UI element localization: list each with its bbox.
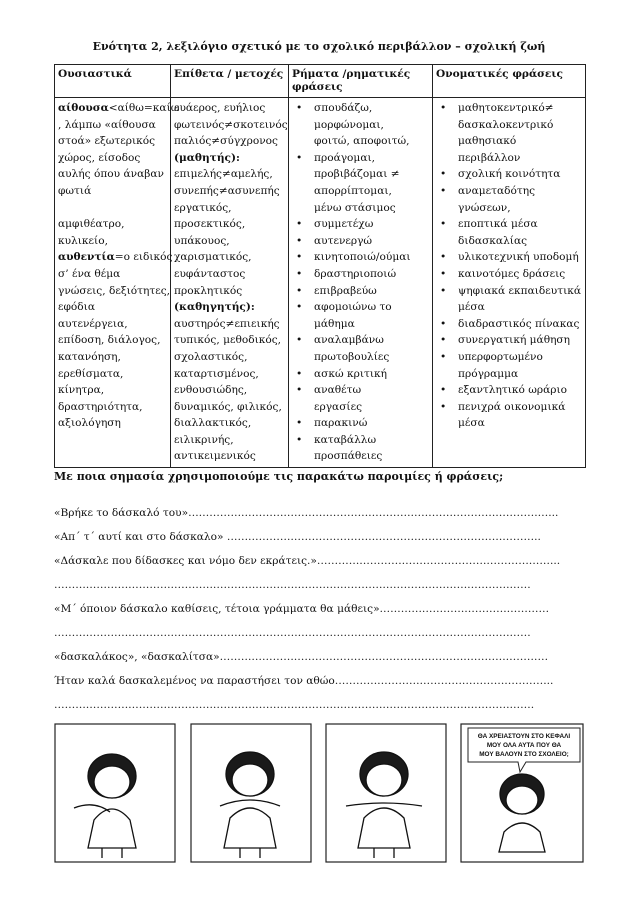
adjective-line — [174, 349, 285, 366]
noun-phrase-text: υλικοτεχνική υποδομή — [458, 251, 579, 264]
noun-line-text: κυλικείο, — [58, 234, 108, 247]
noun-line-text: αμφιθέατρο, — [58, 218, 125, 231]
bullet-icon: • — [440, 334, 447, 347]
noun-line-text: <αίθω=καίω — [108, 102, 180, 114]
noun-line — [58, 299, 167, 316]
bullet-icon: • — [296, 334, 303, 347]
noun-line — [58, 100, 180, 117]
noun-line-text: δραστηριότητα, — [58, 400, 143, 413]
adjective-line — [174, 183, 285, 200]
mafalda-figure-1 — [74, 754, 136, 858]
noun-phrase-item — [436, 283, 582, 316]
adjective-line — [174, 432, 285, 449]
adjective-line-text: αντικειμενικός — [174, 450, 256, 463]
adjective-line — [174, 415, 285, 432]
bullet-icon: • — [440, 218, 447, 231]
nouns-cell — [55, 98, 180, 468]
noun-line — [58, 216, 167, 233]
adjective-line-text: αυστηρός≠επιεικής — [174, 317, 280, 330]
adjective-line — [174, 166, 285, 183]
table-header-row — [55, 65, 586, 98]
noun-phrase-text: μαθησιακό — [458, 135, 517, 148]
saying-line: Ήταν καλά δασκαλεμένος να παραστήσει τον αθώο…………………………………………………….. — [54, 675, 554, 687]
header-verbs: Ρήματα /ρηματικές φράσεις — [289, 65, 433, 98]
noun-line — [58, 183, 167, 200]
noun-phrase-text: γνώσεων, — [458, 201, 511, 214]
adjective-line — [174, 299, 285, 316]
bullet-icon: • — [440, 102, 447, 114]
bullet-icon: • — [296, 384, 303, 397]
saying-line: «δασκαλάκος», «δασκαλίτσα»………………………………………………………………………………… — [54, 651, 549, 663]
mafalda-figure-3 — [346, 752, 422, 858]
noun-phrase-item — [436, 349, 582, 382]
verbs-cell — [289, 98, 433, 468]
noun-phrases-cell — [433, 98, 586, 468]
bullet-icon: • — [440, 384, 447, 397]
noun-line-text: αυτενέργεια, — [58, 317, 128, 330]
saying-line: «Μ΄ όποιον δάσκαλο καθίσεις, τέτοια γράμματα θα μάθεις»………………………………………… — [54, 603, 550, 615]
header-adjectives: Επίθετα / μετοχές — [171, 65, 289, 98]
noun-phrase-text: μαθητοκεντρικό≠ — [458, 102, 554, 114]
noun-phrase-item — [436, 266, 582, 283]
adjective-line-text: καταρτισμένος, — [174, 367, 259, 380]
bullet-icon: • — [440, 400, 447, 413]
verb-item — [292, 233, 429, 250]
adjective-line — [174, 200, 285, 217]
verb-text: κινητοποιώ/ούμαι — [314, 251, 411, 264]
speech-line-2: ΜΟΥ ΟΛΑ ΑΥΤΑ ΠΟΥ ΘΑ — [486, 742, 562, 749]
noun-phrase-text: αναμεταδότης — [458, 184, 536, 197]
bullet-icon: • — [440, 350, 447, 363]
noun-phrase-item — [436, 249, 582, 266]
noun-line-text: , λάμπω «αίθουσα — [58, 118, 156, 131]
bullet-icon: • — [440, 267, 447, 280]
verb-text: προβιβάζομαι ≠ — [314, 168, 400, 181]
noun-phrase-item — [436, 216, 582, 249]
bullet-icon: • — [296, 251, 303, 264]
noun-phrase-item — [436, 100, 582, 166]
answer-line: ………………………………………………………………………………………………………………………. — [54, 699, 535, 711]
bullet-icon: • — [296, 151, 303, 164]
noun-line — [58, 233, 167, 250]
noun-line — [58, 349, 167, 366]
noun-line — [58, 415, 167, 432]
noun-phrase-text: διαδραστικός πίνακας — [458, 317, 580, 330]
speech-line-3: ΜΟΥ ΒΑΛΟΥΝ ΣΤΟ ΣΧΟΛΕΙΟ; — [479, 751, 569, 758]
verb-item — [292, 432, 429, 465]
bullet-icon: • — [296, 417, 303, 430]
adjective-line — [174, 448, 285, 465]
noun-line-text: αυλής όπου άναβαν — [58, 168, 164, 181]
noun-phrase-item — [436, 183, 582, 216]
bullet-icon: • — [440, 317, 447, 330]
adjective-line-text: υπάκουος, — [174, 234, 230, 247]
adjective-line — [174, 332, 285, 349]
noun-phrase-text: μέσα — [458, 417, 485, 430]
verb-text: καταβάλλω — [314, 433, 377, 446]
noun-phrase-text: μέσα — [458, 301, 485, 314]
adjective-line — [174, 366, 285, 383]
adjective-line — [174, 399, 285, 416]
adjective-line-text: δυναμικός, φιλικός, — [174, 400, 282, 413]
noun-line-text: γνώσεις, δεξιότητες, — [58, 284, 171, 297]
noun-line-text: κατανόηση, — [58, 350, 121, 363]
mafalda-figure-4 — [499, 774, 545, 852]
verb-text: εργασίες — [314, 400, 363, 413]
bullet-icon: • — [296, 102, 303, 114]
adjective-line-text: σχολαστικός, — [174, 350, 248, 363]
verb-text: σπουδάζω, — [314, 102, 373, 114]
bullet-icon: • — [440, 184, 447, 197]
noun-line-text: στοά» εξωτερικός — [58, 135, 156, 148]
noun-line — [58, 133, 167, 150]
bullet-icon: • — [440, 284, 447, 297]
noun-line-text: αυθεντία — [58, 251, 115, 264]
answer-line: ……………………………………………………………………………………………………………………… — [54, 627, 531, 639]
verb-item — [292, 332, 429, 365]
adjective-line — [174, 266, 285, 283]
noun-line — [58, 150, 167, 167]
noun-phrase-text: συνεργατική μάθηση — [458, 334, 571, 347]
verb-item — [292, 366, 429, 383]
noun-line — [58, 366, 167, 383]
saying-line: «Βρήκε το δάσκαλό του»…………………………………………………………………………………………... — [54, 507, 559, 519]
noun-line — [58, 266, 167, 283]
noun-line-text: σ’ ένα θέμα — [58, 267, 121, 280]
verb-item — [292, 216, 429, 233]
noun-line-text: ερεθίσματα, — [58, 367, 124, 380]
adjective-line-text: ευφάνταστος — [174, 267, 246, 280]
noun-phrase-text: εποπτικά μέσα — [458, 218, 538, 231]
adjective-line-text: προσεκτικός, — [174, 218, 246, 231]
verb-text: ασκώ κριτική — [314, 367, 387, 380]
adjective-line — [174, 100, 285, 117]
bullet-icon: • — [440, 251, 447, 264]
adjective-line-text: τυπικός, μεθοδικός, — [174, 334, 282, 347]
noun-line-text: επίδοση, διάλογος, — [58, 334, 161, 347]
noun-phrase-text: υπερφορτωμένο — [458, 350, 543, 363]
verb-item — [292, 150, 429, 216]
bullet-icon: • — [296, 267, 303, 280]
noun-line-text: κίνητρα, — [58, 384, 105, 397]
adjective-line-text: ειλικρινής, — [174, 433, 234, 446]
verb-text: πρωτοβουλίες — [314, 350, 390, 363]
noun-phrase-item — [436, 316, 582, 333]
page-title: Ενότητα 2, λεξιλόγιο σχετικό με το σχολικό περιβάλλον – σχολική ζωή — [92, 40, 546, 53]
noun-phrase-text: δασκαλοκεντρικό — [458, 118, 554, 131]
noun-phrase-item — [436, 332, 582, 349]
verb-text: παρακινώ — [314, 417, 368, 430]
bullet-icon: • — [296, 367, 303, 380]
verb-item — [292, 382, 429, 415]
adjective-line-text: συνεπής≠ασυνεπής — [174, 184, 280, 197]
noun-phrase-text: εξαντλητικό ωράριο — [458, 384, 567, 397]
noun-line-text: αξιολόγηση — [58, 417, 121, 430]
verb-text: μένω στάσιμος — [314, 201, 396, 214]
bullet-icon: • — [296, 218, 303, 231]
adjective-line-text: (μαθητής): — [174, 151, 240, 164]
adjective-line — [174, 382, 285, 399]
noun-line — [58, 117, 167, 134]
verb-item — [292, 100, 429, 150]
noun-phrase-item — [436, 382, 582, 399]
noun-line-text: εφόδια — [58, 301, 95, 314]
adjective-line-text: ενθουσιώδης, — [174, 384, 248, 397]
noun-phrase-text: πρόγραμμα — [458, 367, 519, 380]
noun-phrase-text: ψηφιακά εκπαιδευτικά — [458, 284, 581, 297]
adjective-line-text: προκλητικός — [174, 284, 243, 297]
noun-line-text: χώρος, είσοδος — [58, 151, 141, 164]
sayings-question: Με ποια σημασία χρησιμοποιούμε τις παρακάτω παροιμίες ή φράσεις; — [54, 470, 504, 483]
verb-text: μάθημα — [314, 317, 355, 330]
verb-list — [292, 100, 429, 465]
noun-line — [58, 399, 167, 416]
header-nouns: Ουσιαστικά — [55, 65, 171, 98]
verb-text: αφομοιώνω το — [314, 301, 392, 314]
noun-phrase-text: διδασκαλίας — [458, 234, 528, 247]
noun-phrase-item — [436, 166, 582, 183]
adjective-line — [174, 316, 285, 333]
noun-phrase-text: περιβάλλον — [458, 151, 521, 164]
adjective-line-text: εργατικός, — [174, 201, 232, 214]
bullet-icon: • — [296, 301, 303, 314]
verb-item — [292, 249, 429, 266]
verb-text: συμμετέχω — [314, 218, 374, 231]
noun-line — [58, 249, 173, 266]
adjective-line-text: ευάερος, ευήλιος — [174, 102, 266, 114]
speech-line-1: ΘΑ ΧΡΕΙΑΣΤΟΥΝ ΣΤΟ ΚΕΦΑΛΙ — [477, 733, 571, 740]
bullet-icon: • — [440, 168, 447, 181]
noun-phrase-list — [436, 100, 582, 432]
noun-line — [58, 332, 167, 349]
vocabulary-table — [54, 64, 586, 468]
adjective-line — [174, 133, 285, 150]
noun-phrase-text: σχολική κοινότητα — [458, 168, 561, 181]
adjective-line — [174, 233, 285, 250]
verb-text: επιβραβεύω — [314, 284, 377, 297]
mafalda-figure-2 — [220, 752, 280, 858]
adjective-line-text: φωτεινός≠σκοτεινός — [174, 118, 288, 131]
adjective-line-text: παλιός≠σύγχρονος — [174, 135, 278, 148]
adjective-line-text: επιμελής≠αμελής, — [174, 168, 273, 181]
adjective-line-text: διαλλακτικός, — [174, 417, 252, 430]
verb-text: προάγομαι, — [314, 151, 375, 164]
noun-line — [58, 166, 167, 183]
noun-phrase-text: πενιχρά οικονομικά — [458, 400, 566, 413]
saying-line: «Δάσκαλε που δίδασκες και νόμο δεν εκράτεις.»…………………………………………………………... — [54, 555, 561, 567]
noun-line-text: αίθουσα — [58, 102, 109, 114]
header-noun-phrases: Ονοματικές φράσεις — [433, 65, 586, 98]
verb-text: απορρίπτομαι, — [314, 184, 392, 197]
verb-text: αναλαμβάνω — [314, 334, 384, 347]
verb-item — [292, 415, 429, 432]
noun-line — [58, 316, 167, 333]
noun-phrase-item — [436, 399, 582, 432]
saying-line: «Απ΄ τ΄ αυτί και στο δάσκαλο» …………………………………………………………………………….. — [54, 531, 541, 543]
mafalda-comic-strip — [54, 722, 585, 864]
verb-text: αυτενεργώ — [314, 234, 373, 247]
table-row — [55, 98, 586, 468]
answer-line: ……………………………………………………………………………………………………………………… — [54, 579, 531, 591]
noun-line-text: φωτιά — [58, 184, 92, 197]
verb-text: μορφώνομαι, — [314, 118, 384, 131]
verb-text: δραστηριοποιώ — [314, 267, 397, 280]
bullet-icon: • — [296, 234, 303, 247]
verb-item — [292, 299, 429, 332]
adjective-line — [174, 249, 285, 266]
adjective-line — [174, 216, 285, 233]
adjective-line — [174, 283, 285, 300]
noun-line — [58, 382, 167, 399]
bullet-icon: • — [296, 433, 303, 446]
noun-line-text: =ο ειδικός — [114, 251, 173, 264]
adjective-line — [174, 117, 288, 134]
noun-phrase-text: καινοτόμες δράσεις — [458, 267, 566, 280]
noun-line — [58, 283, 171, 300]
verb-text: φοιτώ, αποφοιτώ, — [314, 135, 410, 148]
verb-text: αναθέτω — [314, 384, 362, 397]
verb-item — [292, 266, 429, 283]
adjective-line — [174, 150, 285, 167]
bullet-icon: • — [296, 284, 303, 297]
adjective-line-text: (καθηγητής): — [174, 301, 255, 314]
verb-item — [292, 283, 429, 300]
noun-line — [58, 200, 167, 217]
adjectives-cell — [171, 98, 289, 468]
adjective-line-text: χαρισματικός, — [174, 251, 252, 264]
verb-text: προσπάθειες — [314, 450, 383, 463]
